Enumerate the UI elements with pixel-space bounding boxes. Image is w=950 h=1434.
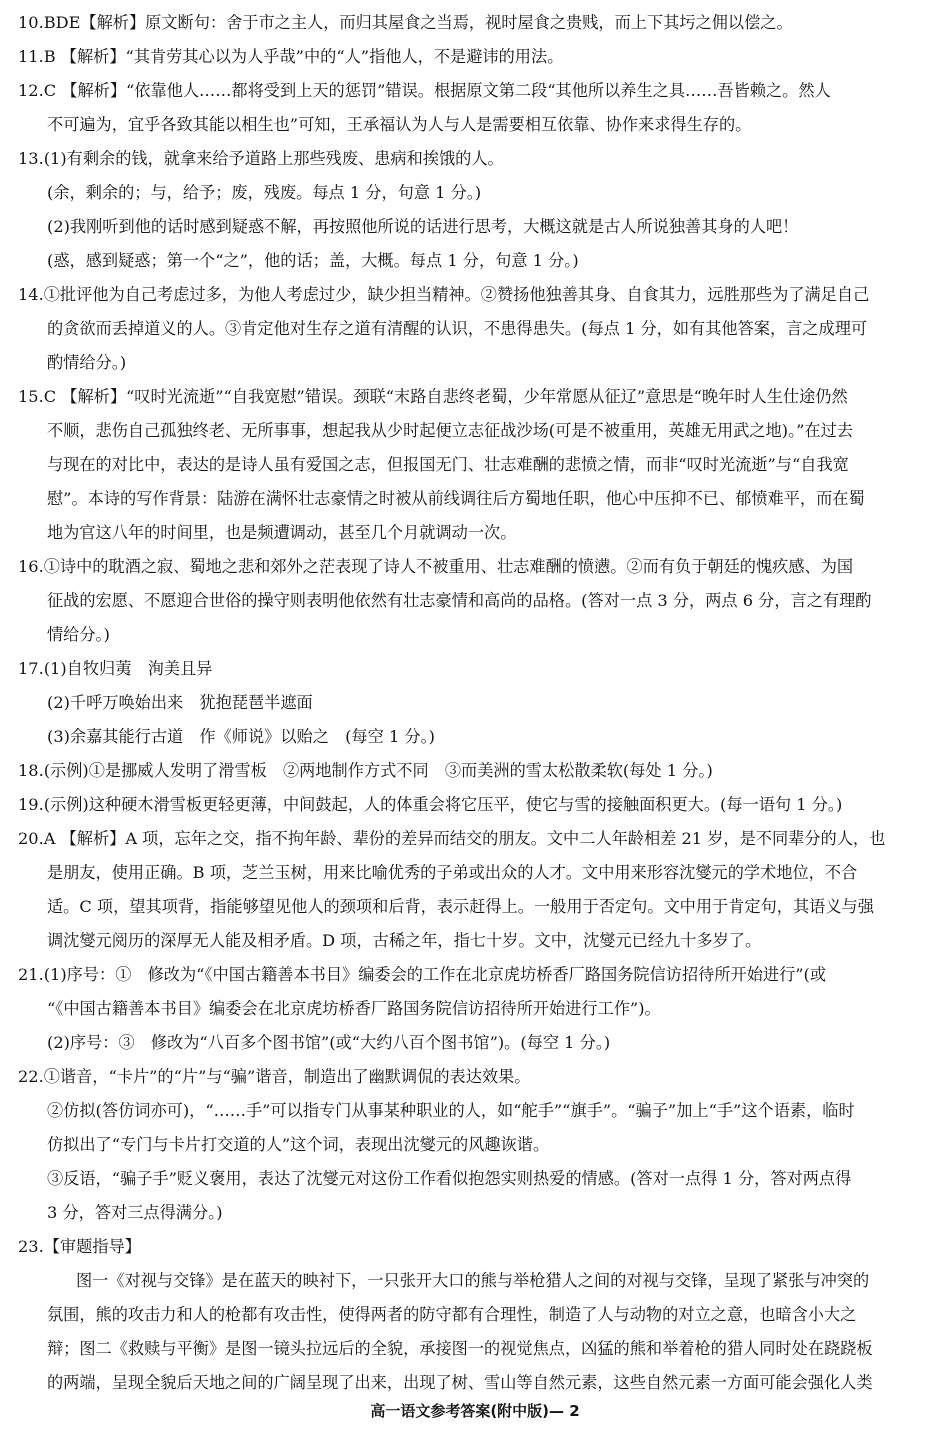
- text-line: (2)序号：③ 修改为“八百多个图书馆”(或“大约八百个图书馆”)。(每空 1 分。): [47, 1033, 611, 1052]
- text-line: 20.A 【解析】A 项，忘年之交，指不拘年龄、辈份的差异而结交的朋友。文中二人年龄相差 21 岁，是不同辈分的人，也: [18, 829, 886, 848]
- text-line: 14.①批评他为自己考虑过多，为他人考虑过少，缺少担当精神。②赞扬他独善其身、自食其力，远胜那些为了满足自己: [18, 285, 870, 304]
- text-line: 21.(1)序号：① 修改为“《中国古籍善本书目》编委会的工作在北京虎坊桥香厂路国务院信访招待所开始进行”(或: [18, 965, 827, 984]
- text-line: (2)我刚听到他的话时感到疑惑不解，再按照他所说的话进行思考，大概这就是古人所说独善其身的人吧！: [47, 217, 799, 236]
- text-line: “《中国古籍善本书目》编委会在北京虎坊桥香厂路国务院信访招待所开始进行工作”)。: [47, 999, 661, 1018]
- text-line: 氛围，熊的攻击力和人的枪都有攻击性，使得两者的防守都有合理性，制造了人与动物的对立之意，也暗含小大之: [47, 1305, 857, 1324]
- text-line: 图一《对视与交锋》是在蓝天的映衬下，一只张开大口的熊与举枪猎人之间的对视与交锋，呈现了紧张与冲突的: [76, 1271, 870, 1290]
- text-line: 的两端，呈现全貌后天地之间的广阔呈现了出来，出现了树、雪山等自然元素，这些自然元素一方面可能会强化人类: [47, 1373, 873, 1392]
- text-line: 调沈燮元阅历的深厚无人能及相矛盾。D 项，古稀之年，指七十岁。文中，沈燮元已经九十多岁了。: [47, 931, 762, 950]
- text-line: 12.C 【解析】“依靠他人……都将受到上天的惩罚”错误。根据原文第二段“其他所以养生之具……吾皆赖之。然人: [18, 81, 831, 100]
- text-line: 是朋友，使用正确。B 项，芝兰玉树，用来比喻优秀的子弟或出众的人才。文中用来形容沈燮元的学术地位，不合: [47, 863, 858, 882]
- text-line: 18.(示例)①是挪威人发明了滑雪板 ②两地制作方式不同 ③而美洲的雪太松散柔软(每处 1 分。): [18, 761, 713, 780]
- text-line: (3)余嘉其能行古道 作《师说》以贻之 (每空 1 分。): [47, 727, 435, 746]
- text-line: (2)千呼万唤始出来 犹抱琵琶半遮面: [47, 693, 313, 712]
- text-line: 与现在的对比中，表达的是诗人虽有爱国之志，但报国无门、壮志难酬的悲愤之情，而非“叹时光流逝”与“自我宽: [47, 455, 849, 474]
- text-line: 13.(1)有剩余的钱，就拿来给予道路上那些残废、患病和挨饿的人。: [18, 149, 504, 168]
- text-line: 11.B 【解析】“其肯劳其心以为人乎哉”中的“人”指他人，不是避讳的用法。: [18, 47, 564, 66]
- text-line: ③反语，“骗子手”贬义褒用，表达了沈燮元对这份工作看似抱怨实则热爱的情感。(答对一点得 1 分，答对两点得: [47, 1169, 852, 1188]
- text-line: 适。C 项，望其项背，指能够望见他人的颈项和后背，表示赶得上。一般用于否定句。文中用于肯定句，其语义与强: [47, 897, 874, 916]
- text-line: (惑，感到疑惑；第一个“之”，他的话；盖，大概。每点 1 分，句意 1 分。): [47, 251, 579, 270]
- text-line: (余，剩余的；与，给予；废，残废。每点 1 分，句意 1 分。): [47, 183, 482, 202]
- text-line: 23.【审题指导】: [18, 1237, 141, 1256]
- text-line: 15.C 【解析】“叹时光流逝”“自我宽慰”错误。颈联“末路自悲终老蜀，少年常愿从征辽”意思是“晚年时人生仕途仍然: [18, 387, 848, 406]
- answer-content: [18, 6, 934, 1400]
- text-line: 的贪欲而丢掉道义的人。③肯定他对生存之道有清醒的认识，不患得患失。(每点 1 分，如有其他答案，言之成理可: [47, 319, 868, 338]
- text-line: ②仿拟(答仿词亦可)，“……手”可以指专门从事某种职业的人，如“舵手”“旗手”。“骗子”加上“手”这个语素，临时: [47, 1101, 855, 1120]
- text-line: 16.①诗中的耽酒之寂、蜀地之悲和郊外之茫表现了诗人不被重用、壮志难酬的愤懑。②而有负于朝廷的愧疚感、为国: [18, 557, 854, 576]
- text-line: 不可遍为，宜乎各致其能以相生也”可知，王承福认为人与人是需要相互依靠、协作来求得生存的。: [47, 115, 752, 134]
- text-line: 情给分。): [47, 625, 110, 644]
- page-footer: 高一语文参考答案(附中版)— 2: [370, 1402, 580, 1420]
- text-line: 3 分，答对三点得满分。): [47, 1203, 223, 1222]
- text-line: 慰”。本诗的写作背景：陆游在满怀壮志豪情之时被从前线调往后方蜀地任职，他心中压抑不已、郁愤难平，而在蜀: [47, 489, 865, 508]
- text-line: 不顺，悲伤自己孤独终老、无所事事，想起我从少时起便立志征战沙场(可是不被重用，英雄无用武之地)。”在过去: [47, 421, 853, 440]
- text-line: 地为官这八年的时间里，也是频遭调动，甚至几个月就调动一次。: [47, 523, 517, 542]
- text-line: 17.(1)自牧归荑 洵美且异: [18, 659, 213, 678]
- text-line: 仿拟出了“专门与卡片打交道的人”这个词，表现出沈燮元的风趣诙谐。: [47, 1135, 550, 1154]
- text-line: 辩；图二《救赎与平衡》是图一镜头拉远后的全貌，承接图一的视觉焦点，凶猛的熊和举着枪的猎人同时处在跷跷板: [47, 1339, 873, 1358]
- text-line: 征战的宏愿、不愿迎合世俗的操守则表明他依然有壮志豪情和高尚的品格。(答对一点 3 分，两点 6 分，言之有理酌: [47, 591, 872, 610]
- text-line: 酌情给分。): [47, 353, 127, 372]
- text-line: 19.(示例)这种硬木滑雪板更轻更薄，中间鼓起，人的体重会将它压平，使它与雪的接触面积更大。(每一语句 1 分。): [18, 795, 843, 814]
- text-line: 22.①谐音，“卡片”的“片”与“骗”谐音，制造出了幽默调侃的表达效果。: [18, 1067, 531, 1086]
- text-line: 10.BDE【解析】原文断句：舍于市之主人，而归其屋食之当焉，视时屋食之贵贱，而上下其圬之佣以偿之。: [18, 13, 793, 32]
